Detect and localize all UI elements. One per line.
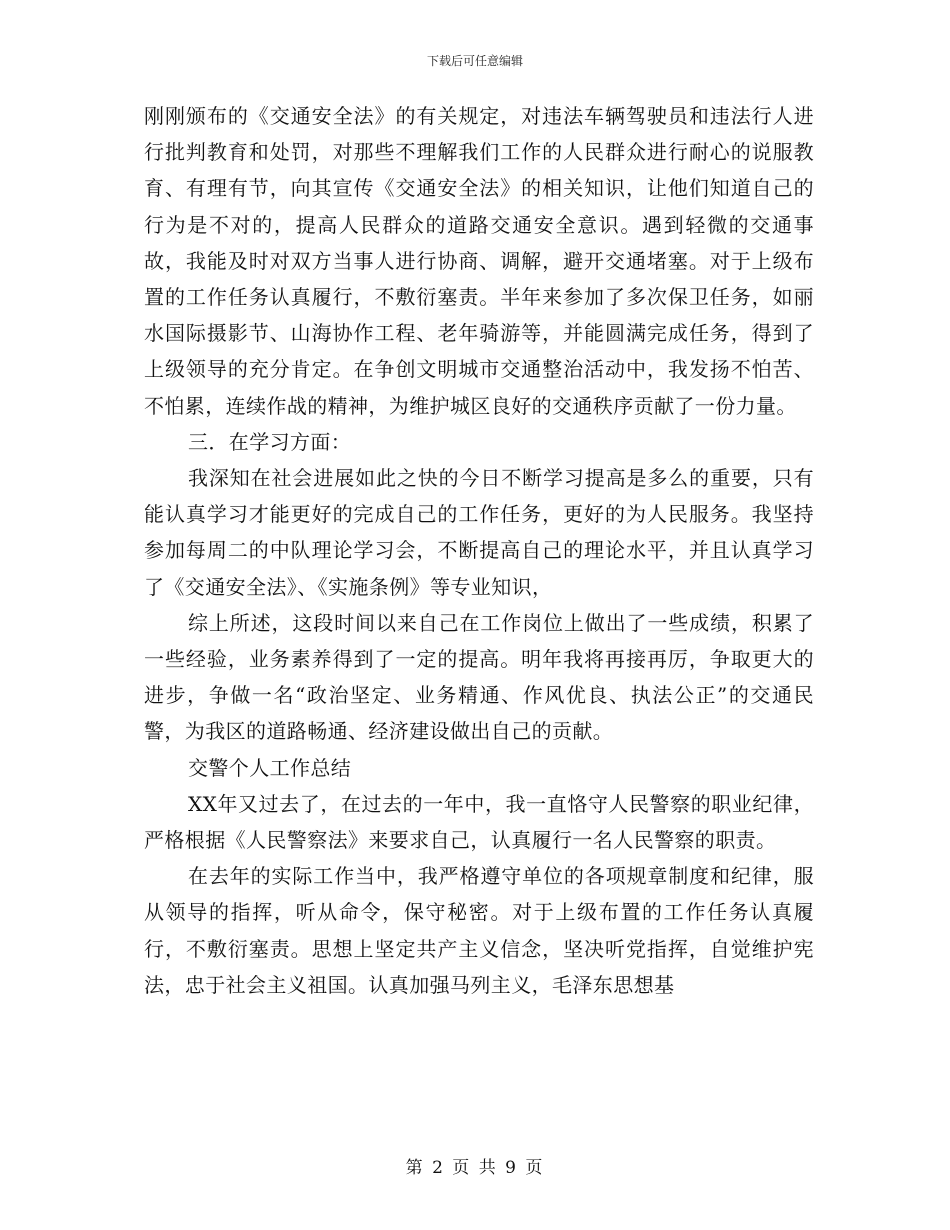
paragraph-summary: 综上所述，这段时间以来自己在工作岗位上做出了一些成绩，积累了一些经验，业务素养得到了一定的提高。明年我将再接再厉，争取更大的进步，争做一名“政治坚定、业务精通、作风优良、执法公正”的交通民警，为我区的道路畅通、经济建设做出自己的贡献。 [144, 610, 814, 744]
paragraph-continuation: 刚刚颁布的《交通安全法》的有关规定，对违法车辆驾驶员和违法行人进行批判教育和处罚，对那些不理解我们工作的人民群众进行耐心的说服教育、有理有节，向其宣传《交通安全法》的相关知识，让他们知道自己的行为是不对的，提高人民群众的道路交通安全意识。遇到轻微的交通事故，我能及时对双方当事人进行协商、调解，避开交通堵塞。对于上级布置的工作任务认真履行，不敷衍塞责。半年来参加了多次保卫任务，如丽水国际摄影节、山海协作工程、老年骑游等，并能圆满完成任务，得到了上级领导的充分肯定。在争创文明城市交通整治活动中，我发扬不怕苦、不怕累，连续作战的精神，为维护城区良好的交通秩序贡献了一份力量。 [144, 104, 814, 418]
page-number-footer: 第 2 页 共 9 页 [405, 1158, 545, 1178]
paragraph-work: 在去年的实际工作当中，我严格遵守单位的各项规章制度和纪律，服从领导的指挥，听从命令，保守秘密。对于上级布置的工作任务认真履行，不敷衍塞责。思想上坚定共产主义信念，坚决听党指挥，自觉维护宪法，忠于社会主义祖国。认真加强马列主义，毛泽东思想基 [144, 864, 814, 997]
document-body [144, 98, 814, 1003]
paragraph-study: 我深知在社会进展如此之快的今日不断学习提高是多么的重要，只有能认真学习才能更好的完成自己的工作任务，更好的为人民服务。我坚持参加每周二的中队理论学习会，不断提高自己的理论水平，并且认真学习了《交通安全法》、《实施条例》等专业知识， [144, 466, 814, 599]
page-header-note: 下载后可任意编辑 [426, 54, 523, 68]
paragraph-intro: XX年又过去了，在过去的一年中，我一直恪守人民警察的职业纪律，严格根据《人民警察法》来要求自己，认真履行一名人民警察的职责。 [144, 791, 814, 853]
section-heading-study: 三．在学习方面： [188, 429, 352, 454]
document-title: 交警个人工作总结 [188, 755, 352, 780]
